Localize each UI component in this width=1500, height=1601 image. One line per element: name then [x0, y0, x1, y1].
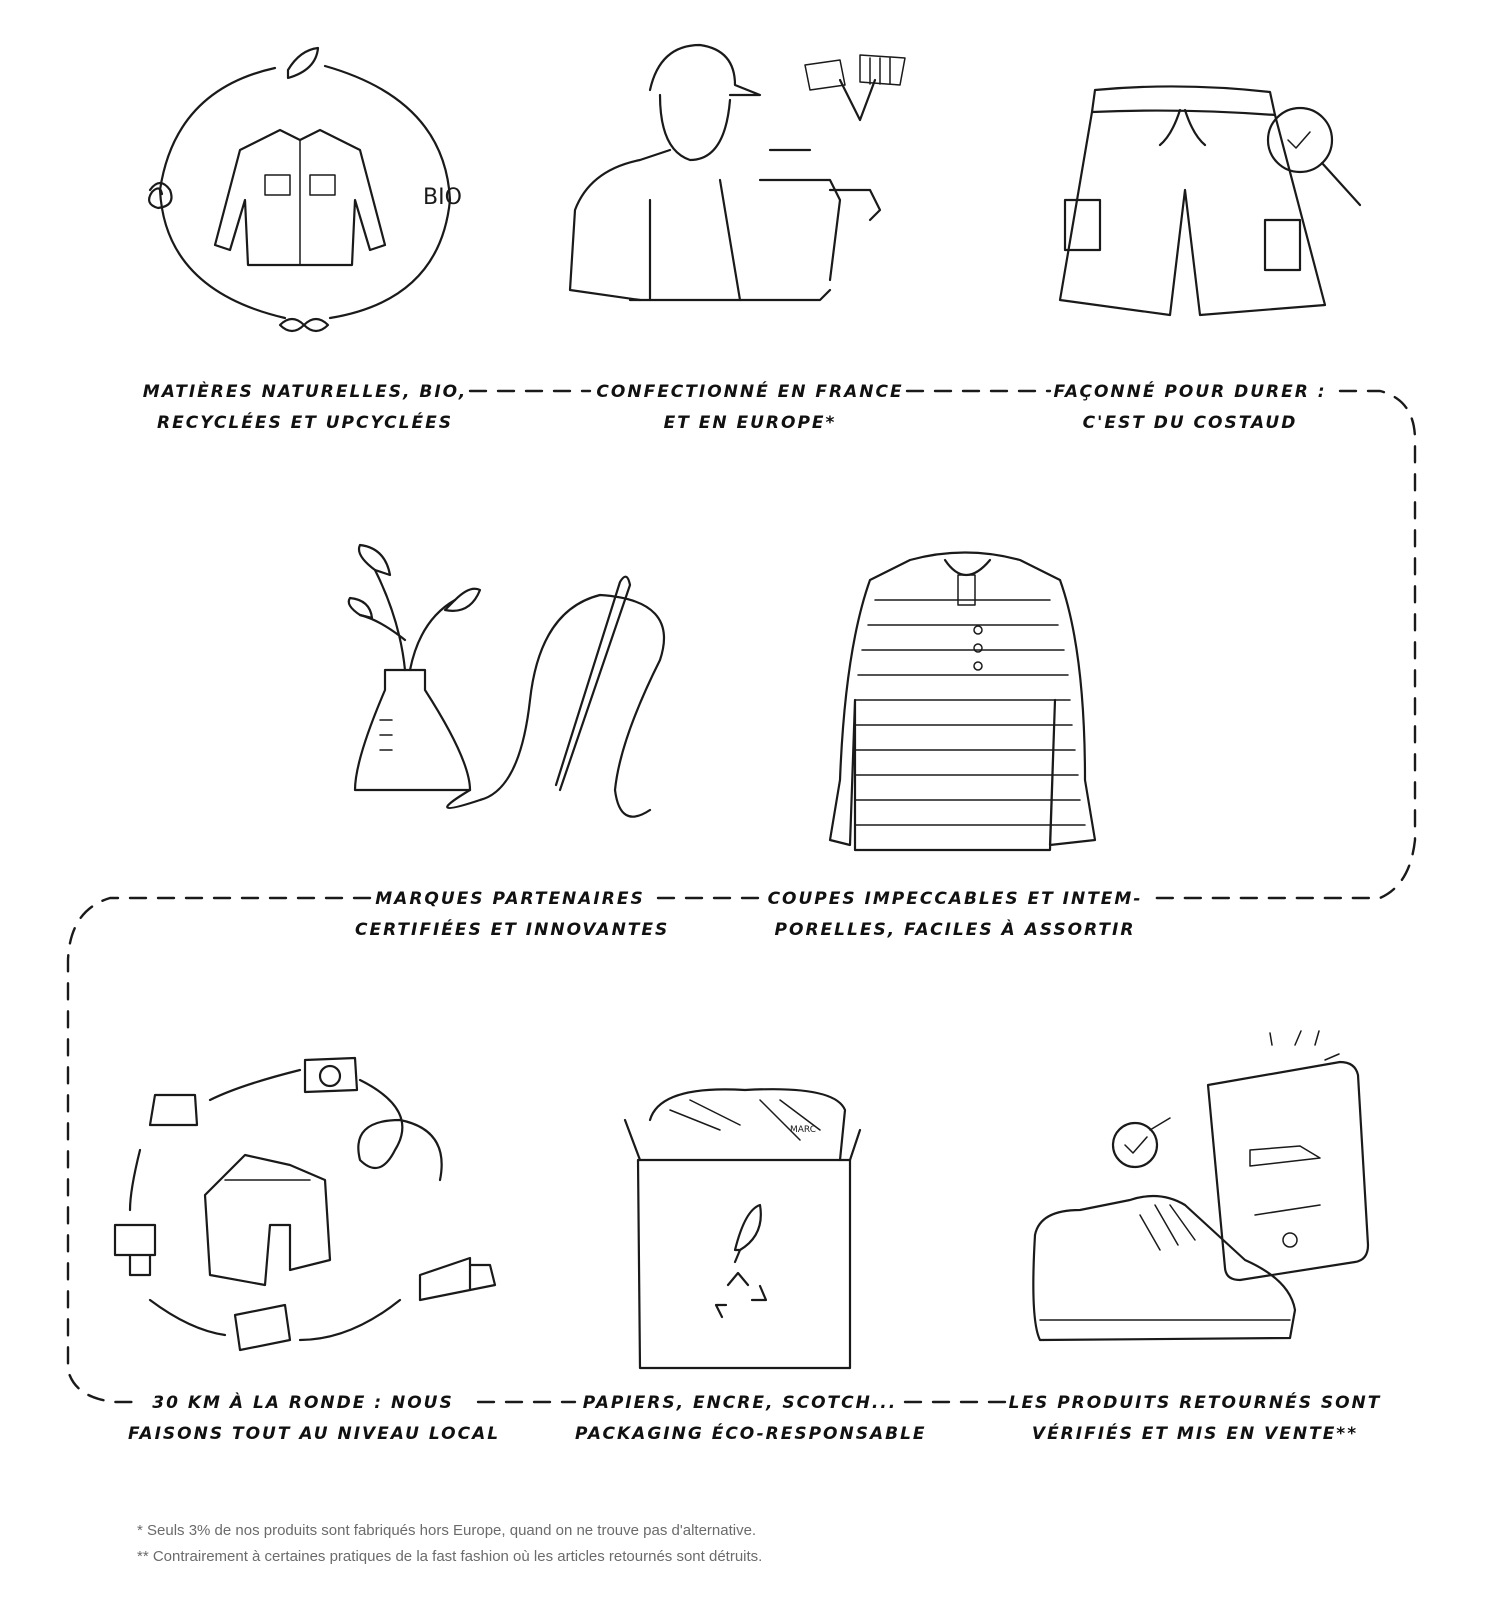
caption-line-2: FAISONS TOUT AU NIVEAU LOCAL [128, 1424, 501, 1444]
local-network-icon [115, 1058, 495, 1350]
footnote-returns: ** Contrairement à certaines pratiques de la fast fashion où les articles retournés sont détruits. [137, 1548, 763, 1565]
caption-partner-brands [355, 884, 670, 946]
caption-line-1: MARQUES PARTENAIRES [375, 889, 645, 909]
caption-line-2: PORELLES, FACILES À ASSORTIR [774, 920, 1136, 940]
caption-line-1: MATIÈRES NATURELLES, BIO, [142, 382, 468, 402]
caption-local-30km [128, 1388, 501, 1450]
caption-line-1: PAPIERS, ENCRE, SCOTCH... [582, 1393, 898, 1413]
jacket-icon [149, 48, 462, 331]
caption-eco-packaging [575, 1388, 927, 1450]
eco-box-icon [625, 1089, 860, 1368]
caption-line-2: ET EN EUROPE* [663, 413, 837, 433]
plant-needle-icon [349, 545, 664, 817]
caption-line-1: COUPES IMPECCABLES ET INTEM- [767, 889, 1143, 909]
caption-line-1: 30 KM À LA RONDE : NOUS [152, 1393, 454, 1413]
caption-line-1: LES PRODUITS RETOURNÉS SONT [1008, 1393, 1382, 1413]
caption-line-2: CERTIFIÉES ET INNOVANTES [355, 920, 670, 940]
shorts-icon [1060, 86, 1360, 315]
sneaker-phone-icon [1033, 1031, 1368, 1340]
caption-line-2: PACKAGING ÉCO-RESPONSABLE [575, 1424, 927, 1444]
caption-line-1: FAÇONNÉ POUR DURER : [1053, 382, 1327, 402]
striped-sweater-icon [830, 553, 1095, 851]
tailor-icon [570, 45, 905, 300]
caption-line-2: VÉRIFIÉS ET MIS EN VENTE** [1031, 1424, 1359, 1444]
box-label: MARC [790, 1125, 817, 1135]
caption-line-2: RECYCLÉES ET UPCYCLÉES [157, 413, 453, 433]
caption-built-to-last [1050, 377, 1330, 439]
caption-line-1: CONFECTIONNÉ EN FRANCE [596, 382, 904, 402]
caption-returned-products [1005, 1388, 1385, 1450]
caption-line-2: C'EST DU COSTAUD [1082, 413, 1298, 433]
footnote-europe: * Seuls 3% de nos produits sont fabriqués hors Europe, quand on ne trouve pas d'alternative. [137, 1522, 757, 1539]
caption-timeless-cuts [755, 884, 1155, 946]
bio-label: BIO [423, 185, 462, 210]
caption-made-in-france [590, 377, 910, 439]
caption-natural-materials [140, 377, 470, 439]
